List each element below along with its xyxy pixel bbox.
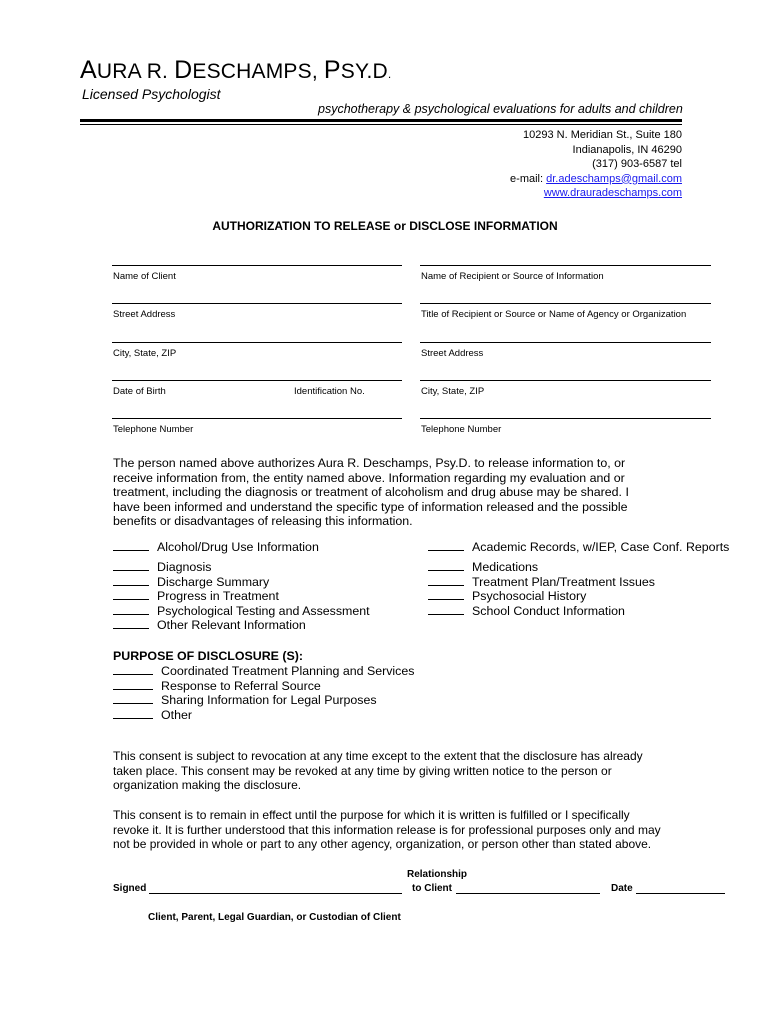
- recipient-name-label: Name of Recipient or Source of Information: [421, 271, 604, 282]
- header-rule-thick: [80, 119, 682, 122]
- signature-line[interactable]: [149, 893, 402, 894]
- relationship-label-2: to Client: [412, 883, 452, 894]
- info-type-blank[interactable]: [428, 589, 464, 600]
- recipient-street-line[interactable]: [420, 342, 711, 343]
- client-dob-label: Date of Birth: [113, 386, 166, 397]
- purpose-blank[interactable]: [113, 693, 153, 704]
- info-type-blank[interactable]: [113, 604, 149, 615]
- phone-number: (317) 903-6587 tel: [592, 158, 682, 170]
- info-type-blank[interactable]: [428, 540, 464, 551]
- purpose-item: Other: [113, 708, 414, 723]
- purpose-item: Sharing Information for Legal Purposes: [113, 693, 414, 708]
- info-type-blank[interactable]: [113, 540, 149, 551]
- purpose-item: Response to Referral Source: [113, 679, 414, 694]
- client-street-line[interactable]: [112, 303, 402, 304]
- relationship-line[interactable]: [456, 893, 600, 894]
- client-city-label: City, State, ZIP: [113, 348, 177, 359]
- practice-tagline: psychotherapy & psychological evaluations for adults and children: [318, 102, 683, 116]
- recipient-name-line[interactable]: [420, 265, 711, 266]
- info-type-item: School Conduct Information: [428, 604, 655, 619]
- client-street-label: Street Address: [113, 309, 176, 320]
- info-type-blank[interactable]: [428, 575, 464, 586]
- info-type-item: Treatment Plan/Treatment Issues: [428, 575, 655, 590]
- purpose-blank[interactable]: [113, 708, 153, 719]
- signer-caption: Client, Parent, Legal Guardian, or Custodian of Client: [148, 912, 401, 923]
- website-link[interactable]: www.drauradeschamps.com: [543, 187, 682, 199]
- signed-label: Signed: [113, 883, 147, 894]
- purpose-blank[interactable]: [113, 664, 153, 675]
- practitioner-name: AURA R. DESCHAMPS, PSY.D.: [80, 56, 392, 84]
- email-link[interactable]: dr.adeschamps@gmail.com: [546, 172, 682, 185]
- address-line-1: 10293 N. Meridian St., Suite 180: [523, 129, 682, 141]
- purpose-title: PURPOSE OF DISCLOSURE (S):: [113, 649, 304, 663]
- relationship-label-1: Relationship: [407, 869, 468, 880]
- purpose-blank[interactable]: [113, 679, 153, 690]
- document-title: AUTHORIZATION TO RELEASE or DISCLOSE INFORMATION: [212, 219, 558, 233]
- info-type-item: Academic Records, w/IEP, Case Conf. Reports: [428, 540, 729, 555]
- client-name-label: Name of Client: [113, 271, 176, 282]
- info-type-item: Alcohol/Drug Use Information: [113, 540, 319, 555]
- header-rule-thin: [80, 124, 682, 125]
- info-type-item: Medications: [428, 560, 655, 575]
- address-line-2: Indianapolis, IN 46290: [572, 143, 682, 156]
- client-name-line[interactable]: [112, 265, 402, 266]
- recipient-phone-line[interactable]: [420, 418, 711, 419]
- recipient-phone-label: Telephone Number: [421, 424, 502, 435]
- authorization-paragraph: The person named above authorizes Aura R. Deschamps, Psy.D. to release information to, or receive information from, the entity named above. Information regarding my evaluation and or treatment, including the diagnosis or treatment of alcoholism and drug abuse may be shared. I have been informed and understand the specific type of information released and the possible benefits or disadvantages of releasing this information.: [113, 456, 629, 529]
- info-type-blank[interactable]: [113, 575, 149, 586]
- email-line: e-mail: dr.adeschamps@gmail.com: [510, 172, 682, 185]
- purpose-item: Coordinated Treatment Planning and Services: [113, 664, 414, 679]
- client-city-line[interactable]: [112, 342, 402, 343]
- info-type-blank[interactable]: [113, 589, 149, 600]
- info-type-blank[interactable]: [428, 560, 464, 571]
- info-type-item: Psychosocial History: [428, 589, 655, 604]
- recipient-street-label: Street Address: [421, 348, 484, 359]
- client-dob-id-line[interactable]: [112, 380, 402, 381]
- date-line[interactable]: [636, 893, 725, 894]
- info-type-item: Diagnosis: [113, 560, 370, 575]
- duration-paragraph: This consent is to remain in effect until the purpose for which it is written is fulfilled or I specifically revoke it. It is further understood that this information release is for professional purposes only and may not be provided in whole or part to any other agency, organization, or person other than stated above.: [113, 808, 661, 852]
- client-phone-label: Telephone Number: [113, 424, 194, 435]
- contact-block: [510, 128, 682, 201]
- recipient-title-line[interactable]: [420, 303, 711, 304]
- info-type-blank[interactable]: [113, 618, 149, 629]
- info-type-list-right: [428, 560, 655, 618]
- purpose-list: [113, 664, 414, 722]
- info-type-item: Progress in Treatment: [113, 589, 370, 604]
- client-phone-line[interactable]: [112, 418, 402, 419]
- info-type-item: Other Relevant Information: [113, 618, 370, 633]
- info-type-blank[interactable]: [428, 604, 464, 615]
- client-id-label: Identification No.: [294, 386, 365, 397]
- info-type-item: Discharge Summary: [113, 575, 370, 590]
- info-type-blank[interactable]: [113, 560, 149, 571]
- recipient-city-label: City, State, ZIP: [421, 386, 485, 397]
- revocation-paragraph: This consent is subject to revocation at any time except to the extent that the disclosure has already taken place. This consent may be revoked at any time by giving written notice to the person or organization making the disclosure.: [113, 749, 643, 793]
- recipient-city-line[interactable]: [420, 380, 711, 381]
- recipient-title-label: Title of Recipient or Source or Name of Agency or Organization: [421, 309, 687, 320]
- info-type-item: Psychological Testing and Assessment: [113, 604, 370, 619]
- date-label: Date: [611, 883, 633, 894]
- info-type-list-left: [113, 560, 370, 633]
- practitioner-title: Licensed Psychologist: [82, 86, 221, 102]
